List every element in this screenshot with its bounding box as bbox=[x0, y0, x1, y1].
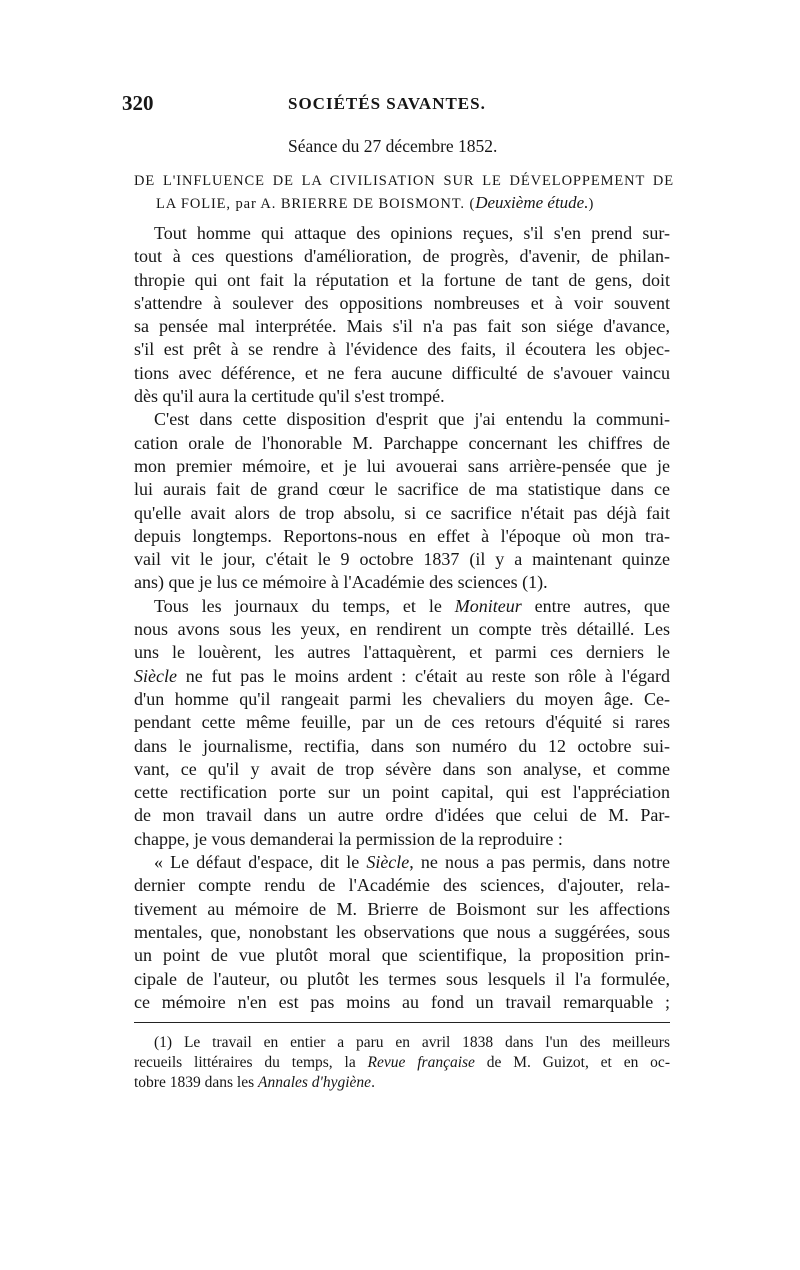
running-head bbox=[122, 91, 682, 119]
footnote-text-run: . bbox=[371, 1074, 375, 1091]
seance-date: Séance du 27 décembre 1852. bbox=[288, 136, 498, 156]
body-text bbox=[134, 222, 670, 1014]
body-line: C'est dans cette disposition d'esprit que j'ai entendu la communi- bbox=[154, 409, 670, 430]
footnote-line bbox=[134, 1073, 670, 1093]
article-title bbox=[134, 171, 674, 215]
body-text-run: , ne nous a pas permis, dans notre bbox=[409, 852, 671, 873]
journal-name-siecle: Siècle bbox=[134, 665, 177, 686]
footnote-line bbox=[134, 1053, 670, 1073]
body-line: cette rectification porte sur un point capital, qui est l'appréciation bbox=[134, 782, 670, 803]
footnote-text-run: recueils littéraires du temps, la bbox=[134, 1054, 368, 1071]
running-title: SOCIÉTÉS SAVANTES. bbox=[288, 94, 486, 113]
body-line: dernier compte rendu de l'Académie des sciences, d'ajouter, rela- bbox=[134, 875, 670, 896]
body-line: ce mémoire n'en est pas moins au fond un travail remarquable ; bbox=[134, 991, 670, 1012]
body-line: de mon travail dans un autre ordre d'idées que celui de M. Par- bbox=[134, 805, 670, 826]
body-line: tions avec déférence, et ne fera aucune difficulté de s'avouer vaincu bbox=[134, 362, 670, 383]
title-author: LA FOLIE, par A. BRIERRE DE BOISMONT. ( bbox=[156, 196, 476, 212]
page-number: 320 bbox=[122, 91, 154, 115]
footnote-divider bbox=[134, 1022, 670, 1023]
body-line: qu'elle avait alors de trop absolu, si ce sacrifice n'était pas déjà fait bbox=[134, 502, 670, 523]
body-line: uns le louèrent, les autres l'attaquèrent, et parmi ces derniers le bbox=[134, 642, 670, 663]
footnote-line: (1) Le travail en entier a paru en avril 1838 dans l'un des meilleurs bbox=[154, 1034, 670, 1051]
journal-name-moniteur: Moniteur bbox=[454, 595, 522, 616]
body-line: d'un homme qu'il rangeait parmi les chevaliers du moyen âge. Ce- bbox=[134, 688, 670, 709]
body-line: un point de vue plutôt moral que scientifique, la proposition prin- bbox=[134, 945, 670, 966]
body-line: sa pensée mal interprétée. Mais s'il n'a pas fait son siége d'avance, bbox=[134, 316, 670, 337]
body-line bbox=[134, 595, 670, 618]
body-line: s'il est prêt à se rendre à l'évidence des faits, il écoutera les objec- bbox=[134, 339, 670, 360]
body-line: lui aurais fait de grand cœur le sacrifice de ma statistique dans ce bbox=[134, 479, 670, 500]
footnote-text-run: de M. Guizot, et en oc- bbox=[474, 1054, 670, 1071]
title-subtitle: Deuxième étude. bbox=[475, 193, 589, 212]
body-line: cation orale de l'honorable M. Parchappe concernant les chiffres de bbox=[134, 432, 670, 453]
title-line-1: DE L'INFLUENCE DE LA CIVILISATION SUR LE DÉVELOPPEMENT DE bbox=[134, 173, 674, 189]
body-text-run: « Le défaut d'espace, dit le bbox=[154, 852, 367, 873]
footnote-text-run: tobre 1839 dans les bbox=[134, 1074, 258, 1091]
body-line: tout à ces questions d'amélioration, de progrès, d'avenir, de philan- bbox=[134, 246, 670, 267]
journal-name-annales: Annales d'hygiène bbox=[257, 1074, 372, 1091]
body-line: thropie qui ont fait la réputation et la fortune de tant de gens, doit bbox=[134, 269, 670, 290]
body-line: nous avons sous les yeux, en rendirent un compte très détaillé. Les bbox=[134, 619, 670, 640]
body-line: dans le journalisme, rectifia, dans son numéro du 12 octobre sui- bbox=[134, 735, 670, 756]
title-close: ) bbox=[588, 196, 595, 212]
body-line: Tout homme qui attaque des opinions reçues, s'il s'en prend sur- bbox=[154, 223, 670, 243]
body-text-run: Tous les journaux du temps, et le bbox=[154, 595, 455, 616]
body-line bbox=[134, 851, 670, 874]
body-line: tivement au mémoire de M. Brierre de Boismont sur les affections bbox=[134, 898, 670, 919]
body-line bbox=[134, 665, 670, 688]
body-line: mentales, que, nonobstant les observations que nous a suggérées, sous bbox=[134, 921, 670, 942]
body-text-run: entre autres, que bbox=[521, 595, 670, 616]
body-text-run: ne fut pas le moins ardent : c'était au reste son rôle à l'égard bbox=[176, 665, 670, 686]
body-line: ans) que je lus ce mémoire à l'Académie des sciences (1). bbox=[134, 572, 548, 593]
footnote bbox=[134, 1033, 670, 1093]
body-line: cipale de l'auteur, ou plutôt les termes sous lesquels il l'a formulée, bbox=[134, 968, 670, 989]
body-line: dès qu'il aura la certitude qu'il s'est trompé. bbox=[134, 386, 445, 407]
body-line: vant, ce qu'il y avait de trop sévère dans son analyse, et comme bbox=[134, 758, 670, 779]
title-line-2 bbox=[134, 192, 674, 215]
journal-name-revue: Revue française bbox=[367, 1054, 475, 1071]
body-line: vail vit le jour, c'était le 9 octobre 1837 (il y a maintenant quinze bbox=[134, 549, 670, 570]
body-line: mon premier mémoire, et je lui avouerai sans arrière-pensée que je bbox=[134, 455, 670, 476]
body-line: pendant cette même feuille, par un de ces retours d'équité si rares bbox=[134, 712, 670, 733]
body-line: s'attendre à soulever des oppositions nombreuses et à voir souvent bbox=[134, 292, 670, 313]
journal-name-siecle: Siècle bbox=[366, 852, 410, 873]
body-line: chappe, je vous demanderai la permission de la reproduire : bbox=[134, 828, 563, 849]
body-line: depuis longtemps. Reportons-nous en effet à l'époque où mon tra- bbox=[134, 525, 670, 546]
